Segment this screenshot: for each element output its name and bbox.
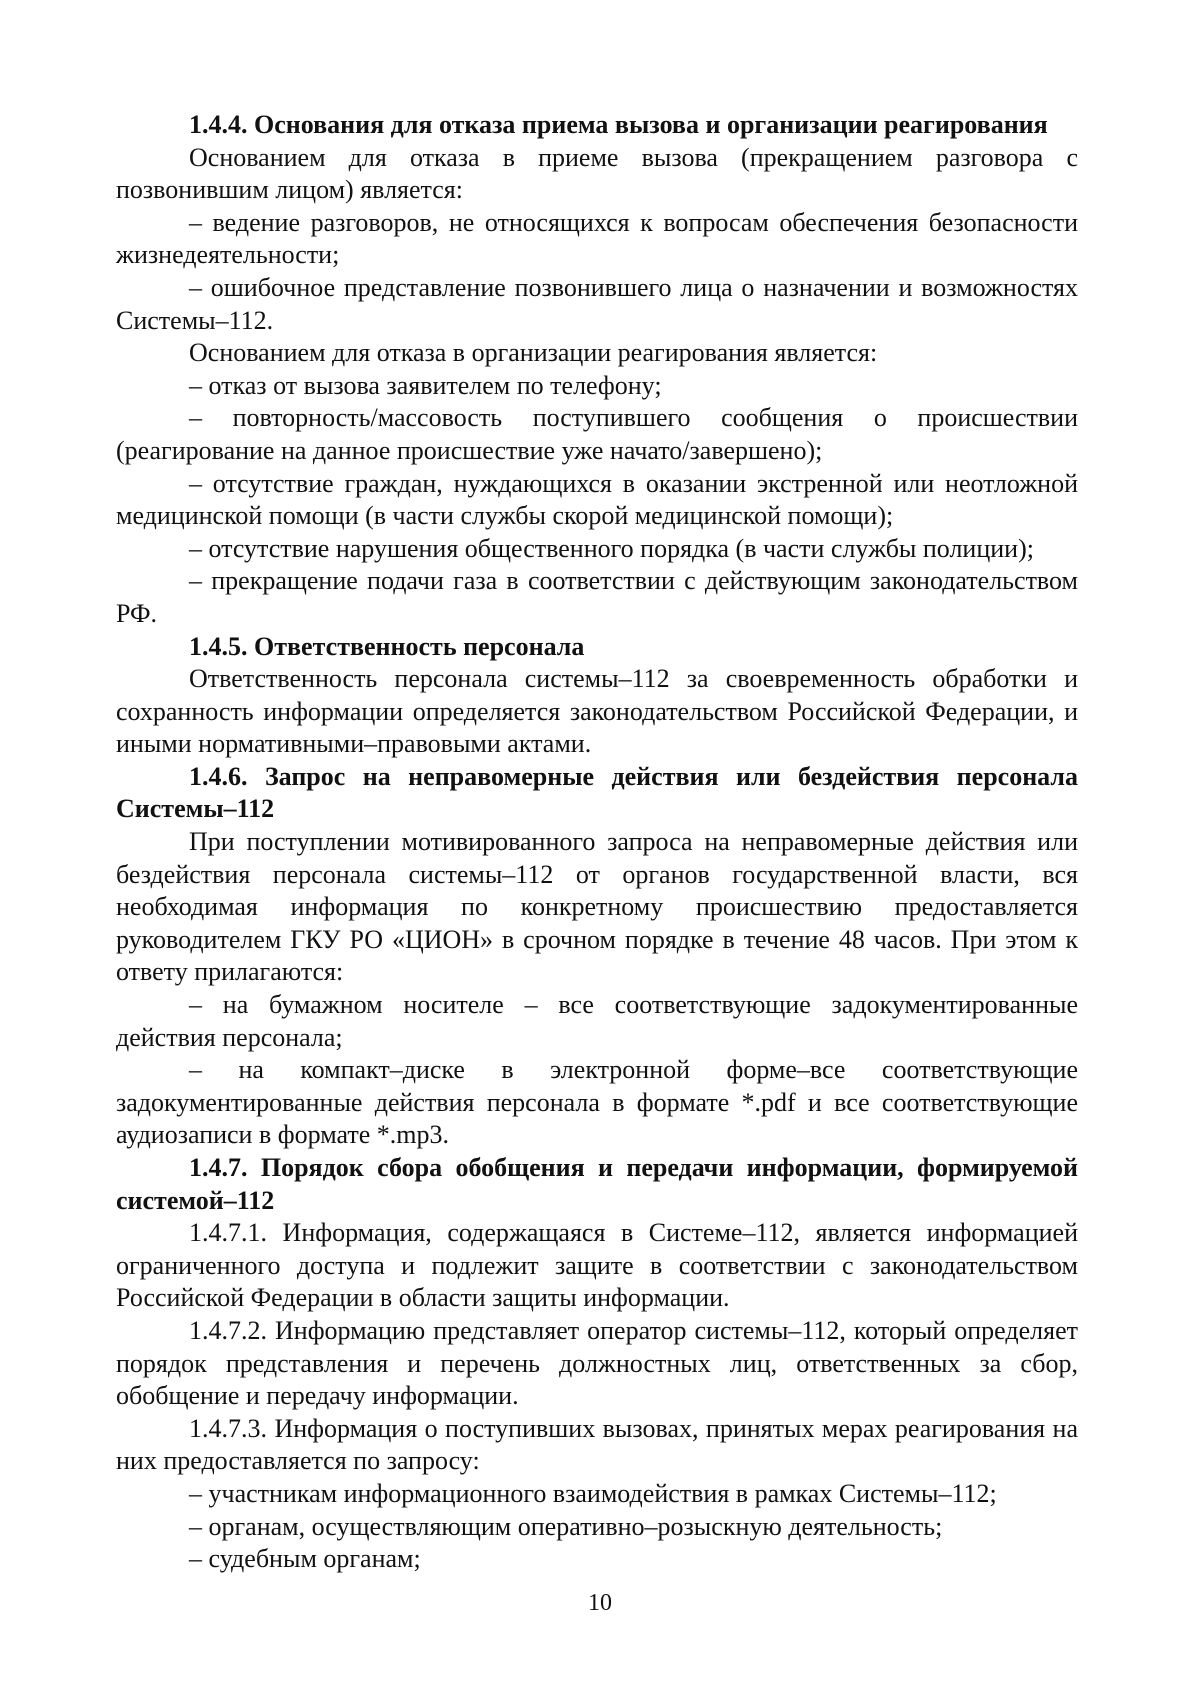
paragraph: Основанием для отказа в организации реагирования является:	[189, 338, 878, 368]
list-item: – прекращение подачи газа в соответствии с действующим законодательством РФ.	[116, 566, 1078, 628]
heading-1-4-4: 1.4.4. Основания для отказа приема вызова и организации реагирования	[189, 110, 1048, 139]
list-item: – отсутствие граждан, нуждающихся в оказании экстренной или неотложной медицинской помощи (в части службы скорой медицинской помощи);	[116, 468, 1078, 531]
paragraph: 1.4.7.3. Информация о поступивших вызовах, принятых мерах реагирования на них предоставляется по запросу:	[116, 1413, 1078, 1476]
document-body	[116, 109, 1078, 1576]
page-number: 10	[588, 1590, 612, 1616]
paragraph: 1.4.7.1. Информация, содержащаяся в Системе–112, является информацией ограниченного доступа и подлежит защите в соответствии с законодательством Российской Федерации в области защиты информации.	[116, 1218, 1078, 1313]
list-item: – повторность/массовость поступившего сообщения о происшествии (реагирование на данное происшествие уже начато/завершено);	[116, 403, 1078, 465]
list-item: – на компакт–диске в электронной форме–все соответствующие задокументированные действия персонала в формате *.pdf и все соответствующие аудиозаписи в формате *.mp3.	[116, 1055, 1078, 1150]
list-item: – судебным органам;	[189, 1544, 421, 1574]
list-item: – отсутствие нарушения общественного порядка (в части службы полиции);	[189, 533, 1034, 563]
heading-1-4-7: 1.4.7. Порядок сбора обобщения и передачи информации, формируемой системой–112	[116, 1153, 1078, 1215]
paragraph: 1.4.7.2. Информацию представляет оператор системы–112, который определяет порядок представления и перечень должностных лиц, ответственных за сбор, обобщение и передачу информации.	[116, 1315, 1078, 1411]
list-item: – органам, осуществляющим оперативно–розыскную деятельность;	[189, 1511, 943, 1541]
paragraph: Ответственность персонала системы–112 за своевременность обработки и сохранность информации определяется законодательством Российской Федерации, и иными нормативными–правовыми актами.	[116, 664, 1078, 759]
paragraph: При поступлении мотивированного запроса на неправомерные действия или бездействия персонала системы–112 от органов государственной власти, вся необходимая информация по конкретному происшествию предоставляется руководителем ГКУ РО «ЦИОН» в срочном порядке в течение 48 часов. При этом к ответу прилагаются:	[116, 827, 1078, 987]
list-item: – ошибочное представление позвонившего лица о назначении и возможностях Системы–112.	[116, 272, 1078, 335]
list-item: – на бумажном носителе – все соответствующие задокументированные действия персонала;	[116, 990, 1078, 1052]
heading-1-4-5: 1.4.5. Ответственность персонала	[189, 631, 585, 661]
list-item: – участникам информационного взаимодействия в рамках Системы–112;	[189, 1478, 997, 1508]
paragraph: Основанием для отказа в приеме вызова (прекращением разговора с позвонившим лицом) является:	[116, 142, 1078, 205]
list-item: – отказ от вызова заявителем по телефону;	[189, 370, 662, 400]
list-item: – ведение разговоров, не относящихся к вопросам обеспечения безопасности жизнедеятельности;	[116, 207, 1078, 270]
heading-1-4-6: 1.4.6. Запрос на неправомерные действия или бездействия персонала Системы–112	[116, 761, 1078, 824]
